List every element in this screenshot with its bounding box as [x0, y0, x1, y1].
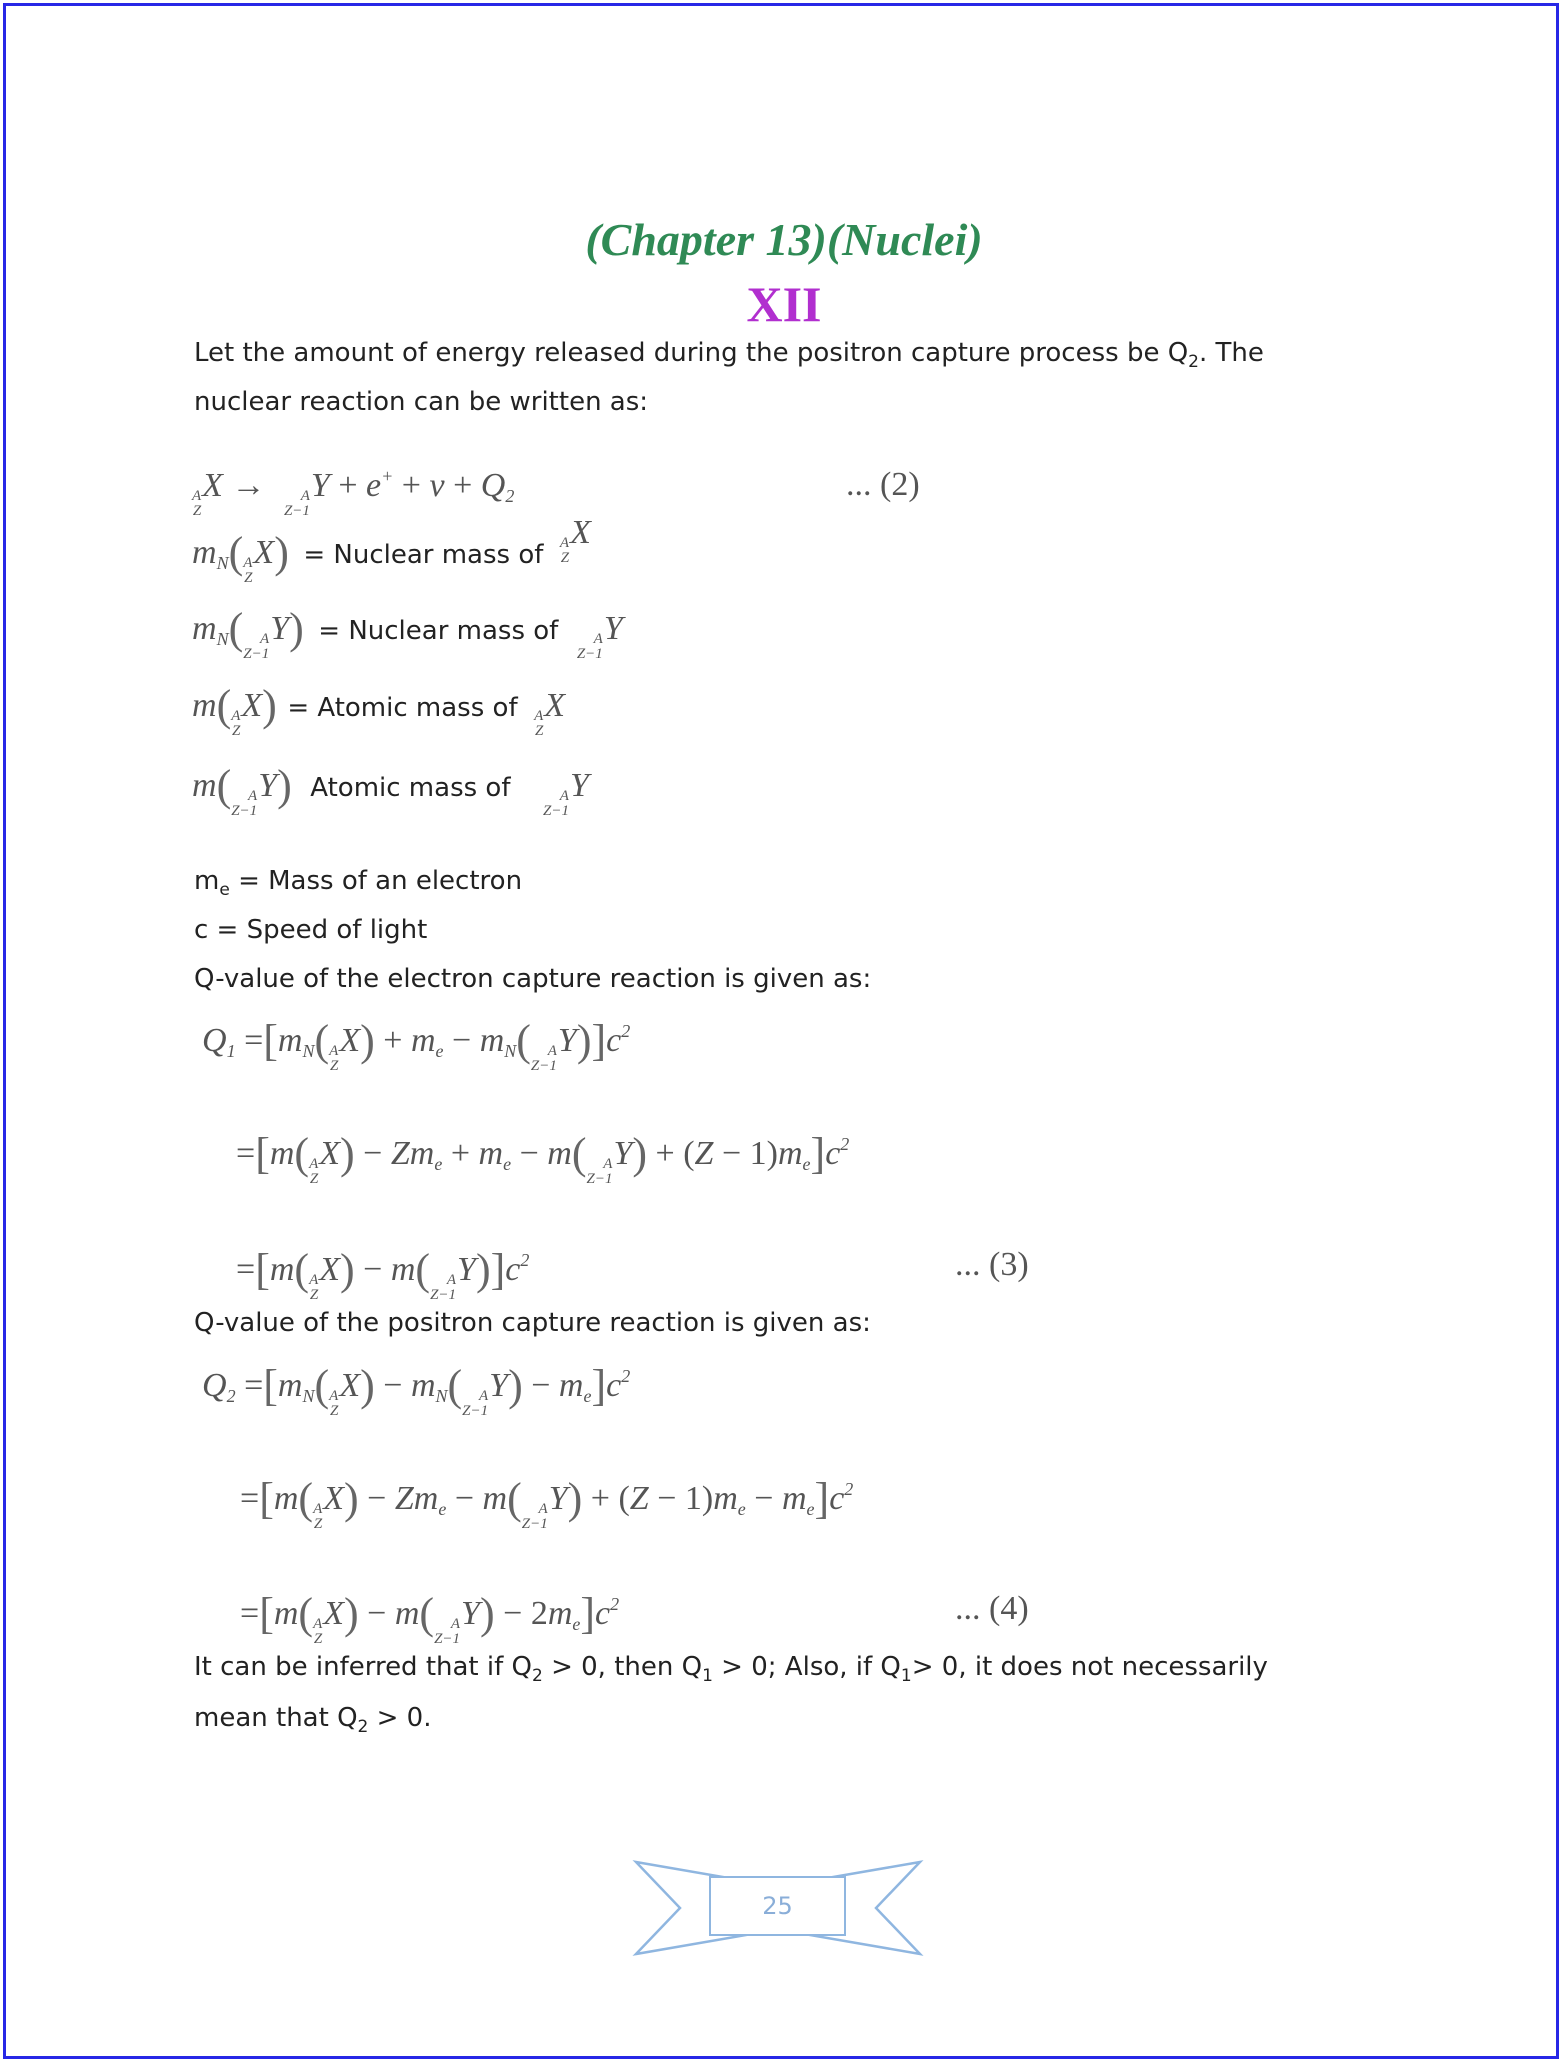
equation-3-number: ... (3): [955, 1246, 1029, 1283]
arrow-icon: →: [231, 467, 266, 504]
q1-heading: Q-value of the electron capture reaction is given as:: [194, 964, 872, 994]
q2-equation-line-1: $Q_2 =[m_N$( A Z $X) - m_N$( A Z−1 $Y) - m_e]c^2$: [202, 1361, 631, 1419]
intro-text: Let the amount of energy released during the positron capture process be Q: [194, 338, 1189, 368]
definition-nuclear-mass-x: $m_N$( A Z X) = Nuclear mass of A Z X: [192, 514, 591, 586]
conclusion-line-2: mean that $Q_2 > 0$.: [194, 1703, 432, 1738]
definition-nuclear-mass-y: $m_N$( A Z−1 Y) = Nuclear mass of A Z−1 Y: [192, 604, 623, 662]
equation-2: A Z X → A Z−1 $Y + e^+ + \nu + Q_2$: [192, 466, 515, 519]
equation-4-number: ... (4): [955, 1590, 1029, 1627]
intro-line-2: nuclear reaction can be written as:: [194, 387, 649, 417]
definition-atomic-mass-y: m( A Z−1 Y) Atomic mass of A Z−1 Y: [192, 761, 589, 819]
chapter-title: (Chapter 13)(Nuclei): [585, 214, 983, 265]
mass-atomic-numbers: A Z−1: [283, 488, 310, 519]
electron-mass-definition: $m_e$ = Mass of an electron: [194, 866, 523, 901]
q1-equation-line-3: =[m( A Z X) − m( A Z−1 $Y)]c^2$: [236, 1245, 530, 1303]
class-label: XII: [746, 276, 822, 332]
conclusion-line-1: It can be inferred that if $Q_2 > 0$, then $Q_1 > 0$; Also, if $Q_1> 0$, it does not necessarily: [194, 1652, 1268, 1687]
speed-of-light-definition: c = Speed of light: [194, 915, 428, 945]
intro-line-1: [194, 338, 1264, 372]
equation-2-number: ... (2): [846, 466, 920, 503]
q2-heading: Q-value of the positron capture reaction is given as:: [194, 1308, 871, 1338]
q1-equation-line-1: $Q_1 =[m_N$( A Z $X) + m_e - m_N$( A Z−1 $Y)]c^2$: [202, 1016, 631, 1074]
definition-atomic-mass-x: m( A Z X) = Atomic mass of A Z X: [192, 681, 566, 739]
intro-text-end: . The: [1199, 338, 1264, 368]
mass-atomic-numbers: A Z: [192, 488, 202, 519]
q2-equation-line-2: =[m( A Z $X) - Zm_e - m$( A Z−1 $Y) + (Z - 1)m_e - m_e]c^2$: [240, 1474, 854, 1532]
page-number: 25: [709, 1876, 846, 1936]
intro-subscript: 2: [1188, 352, 1199, 373]
q1-equation-line-2: =[m( A Z $X) - Zm_e + m_e - m$( A Z−1 $Y) + (Z - 1)m_e]c^2$: [236, 1129, 850, 1187]
q2-equation-line-3: =[m( A Z X) − m( A Z−1 $Y) - 2m_e]c^2$: [240, 1589, 620, 1647]
